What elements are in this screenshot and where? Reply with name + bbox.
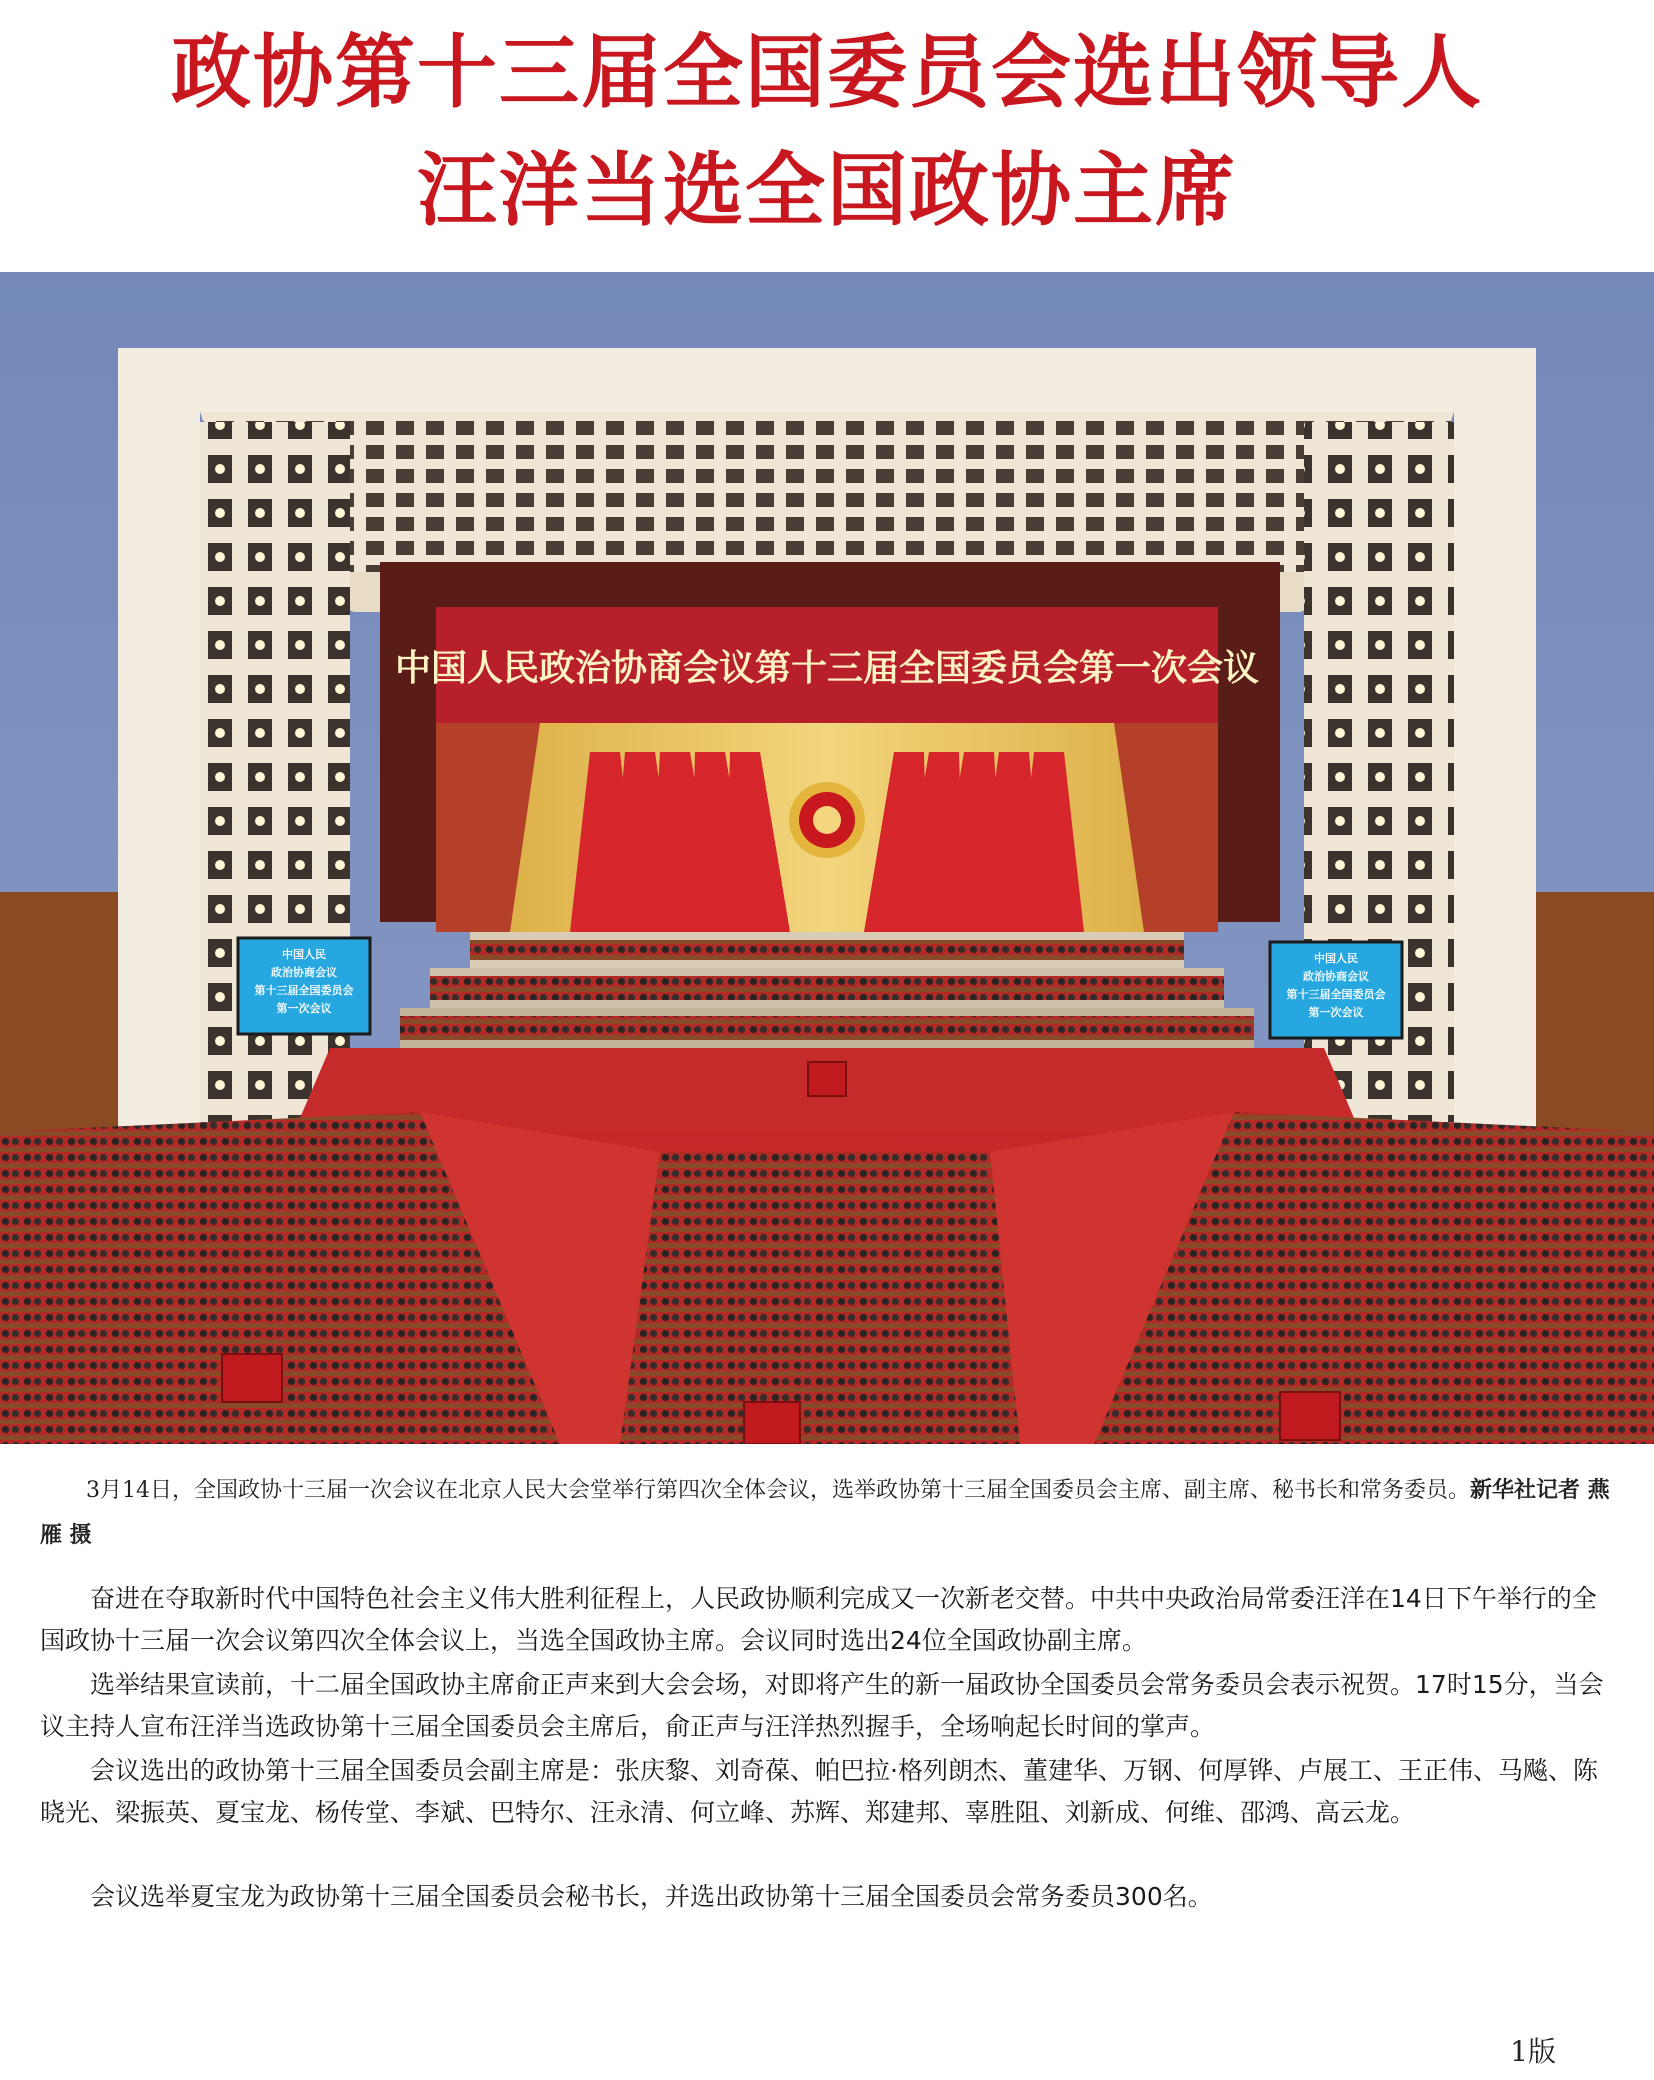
red-flags-left xyxy=(570,752,790,932)
caption-text: 3月14日，全国政协十三届一次会议在北京人民大会堂举行第四次全体会议，选举政协第十三届全国委员会主席、副主席、秘书长和常务委员。 xyxy=(86,1478,1470,1503)
svg-text:第十三届全国委员会: 第十三届全国委员会 xyxy=(1286,988,1386,1001)
body-paragraph-4: 会议选举夏宝龙为政协第十三届全国委员会秘书长，并选出政协第十三届全国委员会常务委员300名。 xyxy=(90,1882,1213,1911)
right-display-screen xyxy=(1270,942,1402,1038)
page-number: 1版 xyxy=(1510,2035,1556,2068)
svg-text:中国人民: 中国人民 xyxy=(282,948,326,961)
svg-text:政治协商会议: 政治协商会议 xyxy=(1303,970,1369,983)
body-paragraph-2: 选举结果宣读前，十二届全国政协主席俞正声来到大会会场，对即将产生的新一届政协全国委员会常务委员会表示祝贺。17时15分，当会议主持人宣布汪洋当选政协第十三届全国委员会主席后，俞正声与汪洋热烈握手，全场响起长时间的掌声。 xyxy=(40,1670,1604,1741)
news-photo-great-hall xyxy=(0,272,1654,1444)
left-display-screen xyxy=(238,938,370,1034)
headline-line-1: 政协第十三届全国委员会选出领导人 xyxy=(171,25,1483,119)
photo-caption xyxy=(40,1468,1614,1558)
ballot-box xyxy=(222,1354,282,1402)
cppcc-emblem xyxy=(789,782,865,858)
svg-text:第十三届全国委员会: 第十三届全国委员会 xyxy=(254,984,354,997)
body-paragraph-3: 会议选出的政协第十三届全国委员会副主席是：张庆黎、刘奇葆、帕巴拉·格列朗杰、董建华、万钢、何厚铧、卢展工、王正伟、马飚、陈晓光、梁振英、夏宝龙、杨传堂、李斌、巴特尔、汪永清、何立峰、苏辉、郑建邦、辜胜阻、刘新成、何维、邵鸿、高云龙。 xyxy=(40,1756,1598,1827)
photo-credit: 新华社记者 燕雁 摄 xyxy=(40,1477,1610,1548)
ballot-box xyxy=(1280,1392,1340,1440)
red-flags-right xyxy=(864,752,1084,932)
ballot-box xyxy=(744,1402,800,1444)
svg-text:中国人民: 中国人民 xyxy=(1314,952,1358,965)
svg-text:第一次会议: 第一次会议 xyxy=(1308,1006,1364,1019)
svg-text:政治协商会议: 政治协商会议 xyxy=(271,966,337,979)
coffered-ceiling xyxy=(200,412,1454,572)
body-paragraph-1: 奋进在夺取新时代中国特色社会主义伟大胜利征程上，人民政协顺利完成又一次新老交替。中共中央政治局常委汪洋在14日下午举行的全国政协十三届一次会议第四次全体会议上，当选全国政协主席。会议同时选出24位全国政协副主席。 xyxy=(40,1584,1597,1655)
ballot-box xyxy=(808,1062,846,1096)
headline-line-2: 汪洋当选全国政协主席 xyxy=(417,143,1237,237)
stage-banner-text: 中国人民政治协商会议第十三届全国委员会第一次会议 xyxy=(394,648,1260,689)
svg-text:第一次会议: 第一次会议 xyxy=(276,1002,332,1015)
